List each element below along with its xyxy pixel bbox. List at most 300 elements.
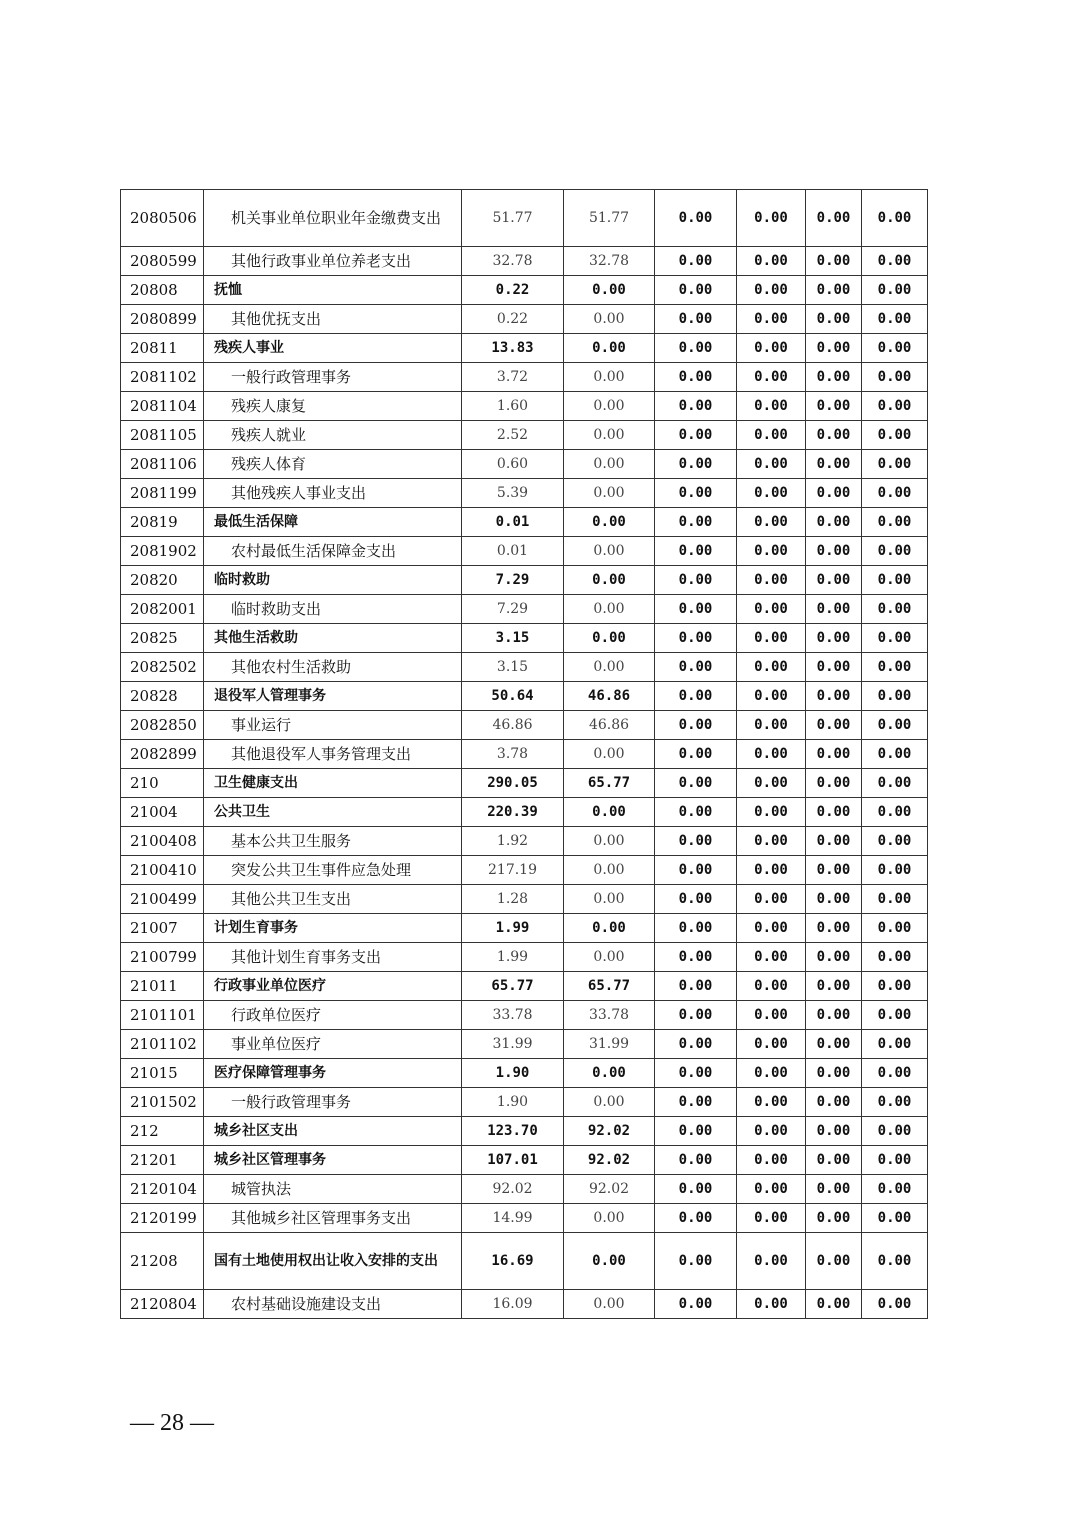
amount-cell: 0.00 xyxy=(862,624,928,653)
amount-cell: 0.00 xyxy=(862,682,928,711)
amount-cell: 0.00 xyxy=(737,508,806,537)
amount-cell: 0.00 xyxy=(564,885,655,914)
amount-cell: 0.00 xyxy=(862,190,928,247)
amount-cell: 0.00 xyxy=(806,1117,862,1146)
item-code: 2081102 xyxy=(121,363,204,392)
item-name: 一般行政管理事务 xyxy=(204,1088,462,1117)
amount-cell: 0.00 xyxy=(564,740,655,769)
item-name: 城乡社区管理事务 xyxy=(204,1146,462,1175)
amount-cell: 3.15 xyxy=(462,624,564,653)
amount-cell: 0.00 xyxy=(737,943,806,972)
amount-cell: 0.00 xyxy=(737,190,806,247)
amount-cell: 0.00 xyxy=(806,1175,862,1204)
amount-cell: 0.60 xyxy=(462,450,564,479)
amount-cell: 0.00 xyxy=(564,595,655,624)
amount-cell: 0.22 xyxy=(462,305,564,334)
amount-cell: 0.00 xyxy=(655,624,737,653)
amount-cell: 0.00 xyxy=(737,1001,806,1030)
table-row xyxy=(121,856,928,885)
item-name: 退役军人管理事务 xyxy=(204,682,462,711)
item-code: 2081902 xyxy=(121,537,204,566)
table-row xyxy=(121,653,928,682)
item-name: 卫生健康支出 xyxy=(204,769,462,798)
amount-cell: 0.00 xyxy=(806,363,862,392)
item-name: 事业运行 xyxy=(204,711,462,740)
amount-cell: 0.00 xyxy=(737,914,806,943)
item-code: 2120104 xyxy=(121,1175,204,1204)
amount-cell: 5.39 xyxy=(462,479,564,508)
amount-cell: 0.00 xyxy=(806,595,862,624)
amount-cell: 0.00 xyxy=(564,1204,655,1233)
amount-cell: 0.00 xyxy=(737,1030,806,1059)
amount-cell: 0.00 xyxy=(737,1204,806,1233)
table-row xyxy=(121,769,928,798)
amount-cell: 0.00 xyxy=(737,1290,806,1319)
amount-cell: 0.00 xyxy=(564,334,655,363)
amount-cell: 0.00 xyxy=(862,1001,928,1030)
table-row xyxy=(121,421,928,450)
amount-cell: 0.00 xyxy=(564,856,655,885)
amount-cell: 0.00 xyxy=(655,508,737,537)
item-code: 21004 xyxy=(121,798,204,827)
item-name: 其他公共卫生支出 xyxy=(204,885,462,914)
amount-cell: 0.00 xyxy=(806,508,862,537)
table-row xyxy=(121,885,928,914)
amount-cell: 3.78 xyxy=(462,740,564,769)
item-name: 其他优抚支出 xyxy=(204,305,462,334)
amount-cell: 0.00 xyxy=(862,392,928,421)
amount-cell: 0.00 xyxy=(862,421,928,450)
amount-cell: 0.00 xyxy=(806,305,862,334)
amount-cell: 0.00 xyxy=(564,798,655,827)
amount-cell: 0.00 xyxy=(862,914,928,943)
amount-cell: 0.00 xyxy=(737,798,806,827)
amount-cell: 7.29 xyxy=(462,595,564,624)
amount-cell: 0.00 xyxy=(806,1059,862,1088)
table-row xyxy=(121,247,928,276)
amount-cell: 0.00 xyxy=(862,363,928,392)
item-code: 20819 xyxy=(121,508,204,537)
item-name: 残疾人体育 xyxy=(204,450,462,479)
item-name: 其他退役军人事务管理支出 xyxy=(204,740,462,769)
table-row xyxy=(121,392,928,421)
table-row xyxy=(121,682,928,711)
amount-cell: 1.99 xyxy=(462,914,564,943)
item-code: 2100408 xyxy=(121,827,204,856)
amount-cell: 0.00 xyxy=(564,1290,655,1319)
item-code: 2082850 xyxy=(121,711,204,740)
table-row xyxy=(121,305,928,334)
amount-cell: 0.00 xyxy=(564,479,655,508)
amount-cell: 0.00 xyxy=(806,711,862,740)
amount-cell: 0.00 xyxy=(655,827,737,856)
table-row xyxy=(121,1233,928,1290)
table-body xyxy=(121,190,928,1319)
amount-cell: 0.00 xyxy=(655,972,737,1001)
amount-cell: 0.00 xyxy=(564,653,655,682)
amount-cell: 0.00 xyxy=(862,276,928,305)
amount-cell: 0.00 xyxy=(862,450,928,479)
amount-cell: 65.77 xyxy=(462,972,564,1001)
table-row xyxy=(121,450,928,479)
item-code: 2082899 xyxy=(121,740,204,769)
item-code: 2100799 xyxy=(121,943,204,972)
amount-cell: 0.00 xyxy=(806,1001,862,1030)
amount-cell: 1.60 xyxy=(462,392,564,421)
item-name: 其他生活救助 xyxy=(204,624,462,653)
amount-cell: 33.78 xyxy=(462,1001,564,1030)
amount-cell: 0.00 xyxy=(806,885,862,914)
item-name: 残疾人事业 xyxy=(204,334,462,363)
amount-cell: 217.19 xyxy=(462,856,564,885)
amount-cell: 31.99 xyxy=(564,1030,655,1059)
item-name: 公共卫生 xyxy=(204,798,462,827)
amount-cell: 0.00 xyxy=(737,1117,806,1146)
item-name: 行政单位医疗 xyxy=(204,1001,462,1030)
item-code: 2120199 xyxy=(121,1204,204,1233)
table-row xyxy=(121,1146,928,1175)
item-code: 21007 xyxy=(121,914,204,943)
amount-cell: 0.00 xyxy=(564,914,655,943)
amount-cell: 0.00 xyxy=(862,305,928,334)
item-name: 医疗保障管理事务 xyxy=(204,1059,462,1088)
amount-cell: 1.28 xyxy=(462,885,564,914)
item-name: 计划生育事务 xyxy=(204,914,462,943)
table-row xyxy=(121,1001,928,1030)
amount-cell: 0.00 xyxy=(655,421,737,450)
amount-cell: 0.00 xyxy=(737,856,806,885)
amount-cell: 0.00 xyxy=(655,711,737,740)
table-row xyxy=(121,827,928,856)
amount-cell: 0.00 xyxy=(806,972,862,1001)
amount-cell: 220.39 xyxy=(462,798,564,827)
amount-cell: 0.00 xyxy=(655,1117,737,1146)
amount-cell: 0.00 xyxy=(806,190,862,247)
amount-cell: 0.00 xyxy=(806,624,862,653)
item-code: 2081104 xyxy=(121,392,204,421)
item-name: 城乡社区支出 xyxy=(204,1117,462,1146)
amount-cell: 0.00 xyxy=(806,1204,862,1233)
table-row xyxy=(121,943,928,972)
amount-cell: 0.00 xyxy=(655,450,737,479)
amount-cell: 0.00 xyxy=(564,450,655,479)
item-code: 20825 xyxy=(121,624,204,653)
table-row xyxy=(121,276,928,305)
amount-cell: 0.00 xyxy=(862,1146,928,1175)
amount-cell: 0.01 xyxy=(462,537,564,566)
table-row xyxy=(121,1175,928,1204)
amount-cell: 0.00 xyxy=(862,1059,928,1088)
item-name: 最低生活保障 xyxy=(204,508,462,537)
item-code: 2120804 xyxy=(121,1290,204,1319)
amount-cell: 1.92 xyxy=(462,827,564,856)
page-number: — 28 — xyxy=(130,1410,214,1436)
amount-cell: 32.78 xyxy=(564,247,655,276)
amount-cell: 0.00 xyxy=(737,450,806,479)
table-row xyxy=(121,595,928,624)
amount-cell: 0.00 xyxy=(806,856,862,885)
amount-cell: 0.00 xyxy=(862,972,928,1001)
amount-cell: 0.00 xyxy=(806,247,862,276)
amount-cell: 46.86 xyxy=(564,711,655,740)
amount-cell: 0.00 xyxy=(737,1233,806,1290)
item-code: 20808 xyxy=(121,276,204,305)
amount-cell: 0.00 xyxy=(564,827,655,856)
amount-cell: 0.00 xyxy=(564,943,655,972)
amount-cell: 1.90 xyxy=(462,1088,564,1117)
amount-cell: 0.00 xyxy=(862,1117,928,1146)
amount-cell: 0.00 xyxy=(862,653,928,682)
amount-cell: 16.09 xyxy=(462,1290,564,1319)
amount-cell: 0.00 xyxy=(862,479,928,508)
amount-cell: 0.00 xyxy=(862,1233,928,1290)
amount-cell: 65.77 xyxy=(564,972,655,1001)
amount-cell: 33.78 xyxy=(564,1001,655,1030)
amount-cell: 0.00 xyxy=(862,885,928,914)
amount-cell: 0.00 xyxy=(806,450,862,479)
amount-cell: 0.00 xyxy=(806,943,862,972)
amount-cell: 0.00 xyxy=(806,798,862,827)
amount-cell: 0.00 xyxy=(737,885,806,914)
amount-cell: 0.00 xyxy=(862,943,928,972)
amount-cell: 0.00 xyxy=(806,334,862,363)
amount-cell: 0.00 xyxy=(737,1088,806,1117)
amount-cell: 0.00 xyxy=(737,682,806,711)
amount-cell: 0.00 xyxy=(806,827,862,856)
amount-cell: 0.00 xyxy=(655,1233,737,1290)
amount-cell: 0.00 xyxy=(737,305,806,334)
amount-cell: 0.00 xyxy=(737,653,806,682)
table-row xyxy=(121,566,928,595)
amount-cell: 0.00 xyxy=(806,1290,862,1319)
item-name: 其他城乡社区管理事务支出 xyxy=(204,1204,462,1233)
amount-cell: 0.00 xyxy=(737,537,806,566)
amount-cell: 0.00 xyxy=(737,769,806,798)
amount-cell: 50.64 xyxy=(462,682,564,711)
amount-cell: 0.00 xyxy=(564,305,655,334)
amount-cell: 0.00 xyxy=(655,537,737,566)
amount-cell: 0.00 xyxy=(655,247,737,276)
amount-cell: 0.00 xyxy=(655,334,737,363)
amount-cell: 1.99 xyxy=(462,943,564,972)
item-name: 其他计划生育事务支出 xyxy=(204,943,462,972)
amount-cell: 0.00 xyxy=(862,508,928,537)
amount-cell: 290.05 xyxy=(462,769,564,798)
item-name: 农村最低生活保障金支出 xyxy=(204,537,462,566)
amount-cell: 0.00 xyxy=(655,885,737,914)
amount-cell: 51.77 xyxy=(564,190,655,247)
amount-cell: 0.00 xyxy=(862,1204,928,1233)
amount-cell: 0.00 xyxy=(655,1146,737,1175)
amount-cell: 0.00 xyxy=(655,566,737,595)
amount-cell: 0.00 xyxy=(862,769,928,798)
item-code: 2101502 xyxy=(121,1088,204,1117)
item-code: 2081106 xyxy=(121,450,204,479)
amount-cell: 0.00 xyxy=(655,856,737,885)
item-name: 基本公共卫生服务 xyxy=(204,827,462,856)
amount-cell: 0.00 xyxy=(655,1059,737,1088)
item-code: 21015 xyxy=(121,1059,204,1088)
amount-cell: 0.00 xyxy=(862,1290,928,1319)
amount-cell: 0.00 xyxy=(737,740,806,769)
amount-cell: 0.00 xyxy=(564,1059,655,1088)
amount-cell: 0.00 xyxy=(737,1059,806,1088)
amount-cell: 0.00 xyxy=(737,363,806,392)
table-row xyxy=(121,740,928,769)
amount-cell: 3.15 xyxy=(462,653,564,682)
item-code: 2101102 xyxy=(121,1030,204,1059)
amount-cell: 0.00 xyxy=(655,682,737,711)
table-row xyxy=(121,537,928,566)
item-code: 20828 xyxy=(121,682,204,711)
budget-table xyxy=(120,189,928,1319)
amount-cell: 0.00 xyxy=(862,740,928,769)
amount-cell: 0.00 xyxy=(806,392,862,421)
table-row xyxy=(121,798,928,827)
amount-cell: 0.00 xyxy=(806,537,862,566)
amount-cell: 51.77 xyxy=(462,190,564,247)
amount-cell: 0.00 xyxy=(655,305,737,334)
amount-cell: 0.00 xyxy=(806,653,862,682)
amount-cell: 92.02 xyxy=(564,1146,655,1175)
item-name: 抚恤 xyxy=(204,276,462,305)
amount-cell: 0.00 xyxy=(564,508,655,537)
amount-cell: 65.77 xyxy=(564,769,655,798)
item-name: 临时救助支出 xyxy=(204,595,462,624)
amount-cell: 14.99 xyxy=(462,1204,564,1233)
amount-cell: 0.00 xyxy=(806,479,862,508)
table-row xyxy=(121,190,928,247)
amount-cell: 0.00 xyxy=(806,1088,862,1117)
amount-cell: 0.00 xyxy=(655,392,737,421)
amount-cell: 0.00 xyxy=(862,247,928,276)
item-code: 20820 xyxy=(121,566,204,595)
amount-cell: 1.90 xyxy=(462,1059,564,1088)
table-row xyxy=(121,972,928,1001)
item-name: 农村基础设施建设支出 xyxy=(204,1290,462,1319)
amount-cell: 107.01 xyxy=(462,1146,564,1175)
table-row xyxy=(121,624,928,653)
item-code: 21201 xyxy=(121,1146,204,1175)
amount-cell: 46.86 xyxy=(462,711,564,740)
amount-cell: 0.00 xyxy=(564,1233,655,1290)
amount-cell: 0.00 xyxy=(564,537,655,566)
table-row xyxy=(121,711,928,740)
amount-cell: 0.22 xyxy=(462,276,564,305)
table-row xyxy=(121,1117,928,1146)
amount-cell: 0.00 xyxy=(737,479,806,508)
amount-cell: 0.00 xyxy=(655,479,737,508)
amount-cell: 0.00 xyxy=(806,566,862,595)
amount-cell: 0.00 xyxy=(655,595,737,624)
amount-cell: 0.00 xyxy=(806,1233,862,1290)
amount-cell: 0.00 xyxy=(737,1175,806,1204)
table-row xyxy=(121,508,928,537)
amount-cell: 0.00 xyxy=(655,276,737,305)
amount-cell: 0.00 xyxy=(737,1146,806,1175)
amount-cell: 3.72 xyxy=(462,363,564,392)
amount-cell: 0.00 xyxy=(737,566,806,595)
amount-cell: 0.00 xyxy=(655,769,737,798)
item-code: 2081105 xyxy=(121,421,204,450)
amount-cell: 0.00 xyxy=(564,276,655,305)
item-code: 2082502 xyxy=(121,653,204,682)
item-name: 城管执法 xyxy=(204,1175,462,1204)
amount-cell: 0.00 xyxy=(655,740,737,769)
table-row xyxy=(121,1290,928,1319)
amount-cell: 0.00 xyxy=(806,682,862,711)
amount-cell: 0.00 xyxy=(806,276,862,305)
amount-cell: 0.00 xyxy=(737,421,806,450)
item-code: 2101101 xyxy=(121,1001,204,1030)
item-name: 其他行政事业单位养老支出 xyxy=(204,247,462,276)
amount-cell: 2.52 xyxy=(462,421,564,450)
item-code: 21011 xyxy=(121,972,204,1001)
item-code: 210 xyxy=(121,769,204,798)
amount-cell: 0.00 xyxy=(655,798,737,827)
item-code: 2080506 xyxy=(121,190,204,247)
table-row xyxy=(121,1088,928,1117)
amount-cell: 0.00 xyxy=(737,247,806,276)
amount-cell: 0.00 xyxy=(737,711,806,740)
item-code: 212 xyxy=(121,1117,204,1146)
amount-cell: 0.00 xyxy=(655,1030,737,1059)
table-row xyxy=(121,479,928,508)
item-name: 突发公共卫生事件应急处理 xyxy=(204,856,462,885)
table-row xyxy=(121,1059,928,1088)
item-name: 临时救助 xyxy=(204,566,462,595)
amount-cell: 0.00 xyxy=(564,392,655,421)
item-code: 2082001 xyxy=(121,595,204,624)
amount-cell: 0.00 xyxy=(862,537,928,566)
table-row xyxy=(121,334,928,363)
amount-cell: 16.69 xyxy=(462,1233,564,1290)
item-name: 残疾人就业 xyxy=(204,421,462,450)
amount-cell: 0.00 xyxy=(806,914,862,943)
amount-cell: 92.02 xyxy=(462,1175,564,1204)
amount-cell: 0.01 xyxy=(462,508,564,537)
amount-cell: 0.00 xyxy=(737,334,806,363)
amount-cell: 0.00 xyxy=(737,595,806,624)
amount-cell: 0.00 xyxy=(862,1030,928,1059)
item-code: 20811 xyxy=(121,334,204,363)
item-name: 其他残疾人事业支出 xyxy=(204,479,462,508)
amount-cell: 0.00 xyxy=(564,421,655,450)
item-code: 2100499 xyxy=(121,885,204,914)
item-name: 事业单位医疗 xyxy=(204,1030,462,1059)
item-code: 2080899 xyxy=(121,305,204,334)
table-row xyxy=(121,1204,928,1233)
amount-cell: 0.00 xyxy=(806,1146,862,1175)
amount-cell: 32.78 xyxy=(462,247,564,276)
item-code: 2081199 xyxy=(121,479,204,508)
table-row xyxy=(121,914,928,943)
item-name: 一般行政管理事务 xyxy=(204,363,462,392)
amount-cell: 0.00 xyxy=(862,711,928,740)
amount-cell: 46.86 xyxy=(564,682,655,711)
amount-cell: 0.00 xyxy=(737,392,806,421)
amount-cell: 0.00 xyxy=(655,914,737,943)
amount-cell: 0.00 xyxy=(737,624,806,653)
item-name: 国有土地使用权出让收入安排的支出 xyxy=(204,1233,462,1290)
amount-cell: 31.99 xyxy=(462,1030,564,1059)
amount-cell: 0.00 xyxy=(564,1088,655,1117)
amount-cell: 0.00 xyxy=(862,334,928,363)
amount-cell: 0.00 xyxy=(655,1175,737,1204)
amount-cell: 0.00 xyxy=(806,769,862,798)
amount-cell: 92.02 xyxy=(564,1117,655,1146)
amount-cell: 7.29 xyxy=(462,566,564,595)
